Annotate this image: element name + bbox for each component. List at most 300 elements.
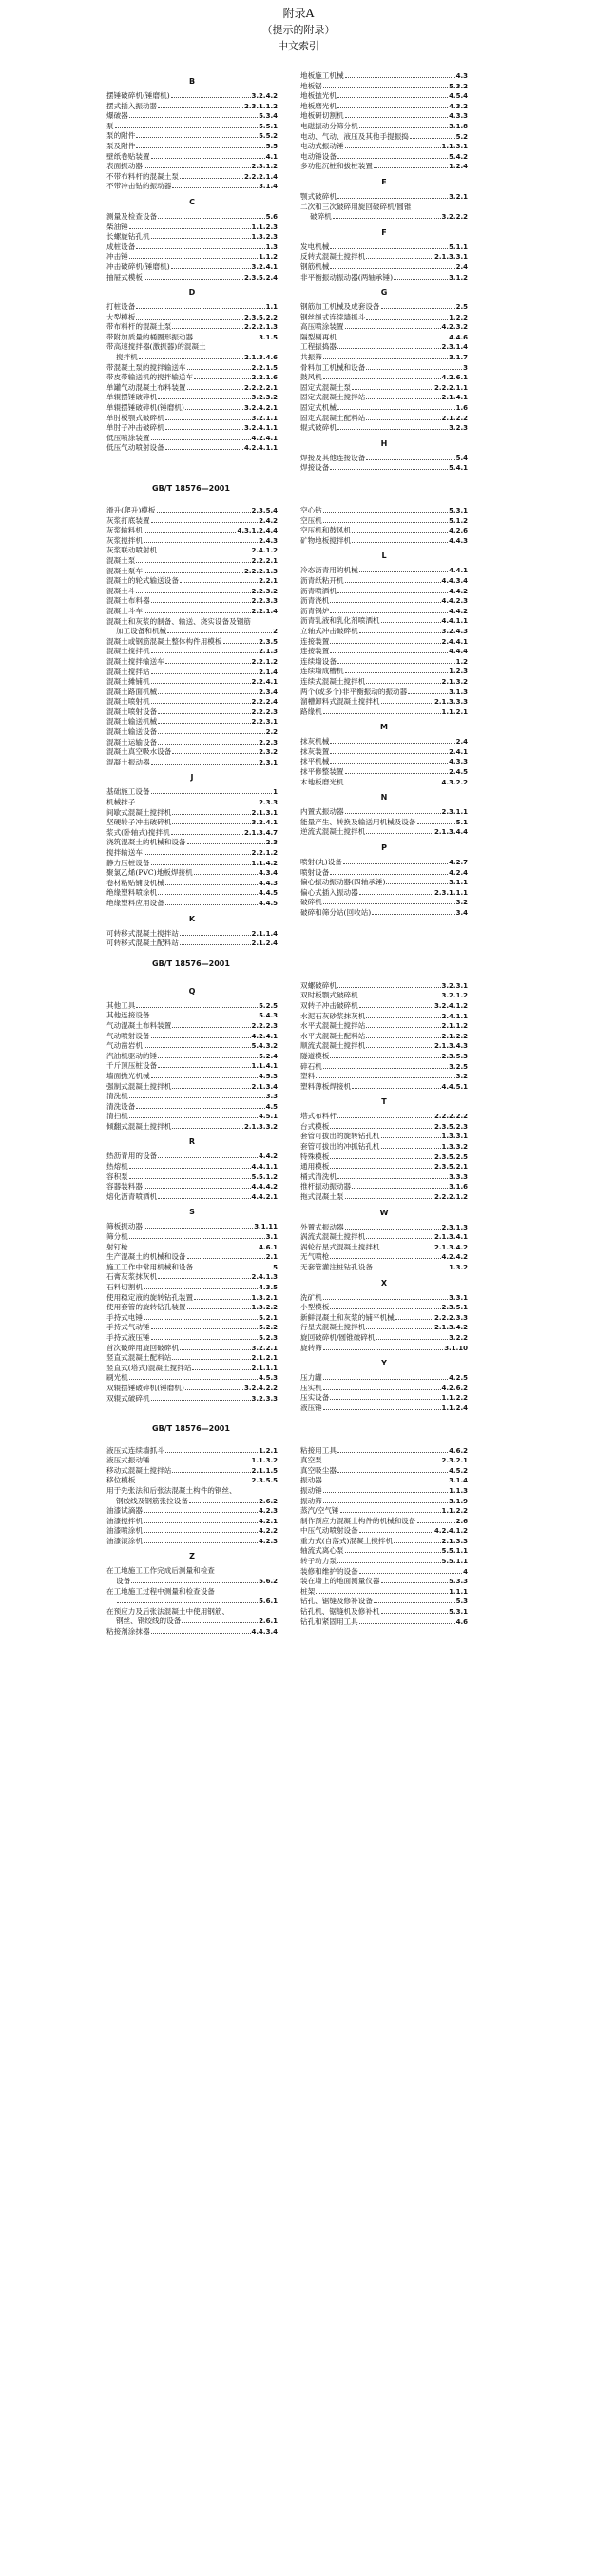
entry-term: 泵的附件 [106,131,136,141]
index-entry [106,607,278,617]
entry-clause-number: 5.4.2 [449,152,468,161]
dot-leader [144,526,237,533]
index-column-right [300,71,468,474]
entry-clause-number: 3.2.4.2.1 [244,404,278,413]
entry-clause-number: 1.3.2.1 [251,1293,278,1302]
entry-term: 辊式破碎机 [300,423,337,433]
index-entry [106,1597,278,1607]
index-entry [300,1082,468,1093]
entry-clause-number: 3.1.2 [449,273,468,281]
entry-clause-number: 4.2.3.2 [441,323,468,332]
index-entry [106,738,278,748]
index-entry [300,1232,468,1243]
dot-leader [187,363,251,370]
dot-leader [129,1112,258,1118]
entry-term: 电磁振动分筛分机 [300,121,358,130]
index-entry [300,262,468,273]
entry-term: 油漆搅拌机 [106,1516,143,1525]
dot-leader [352,383,433,390]
entry-clause-number: 4.2.4.1.1 [244,444,278,453]
entry-term: 非平衡振动振动器(两轴承锤) [300,272,394,281]
index-entry [106,828,278,839]
entry-term: 二次和三次破碎用旋回破碎机/圆锥 [300,202,412,211]
appendix-label: 附录A [282,7,315,20]
index-entry [300,1373,468,1384]
entry-term: 钢绞线及钢筋张拉设备 [116,1496,188,1505]
entry-term: 多功能沉桩和拔桩装置 [300,162,373,171]
dot-leader [144,1041,251,1048]
index-entry [106,747,278,758]
entry-clause-number: 4.5.4 [449,92,468,101]
index-entry [300,1384,468,1394]
entry-term: 连接装置 [300,636,330,646]
entry-term: 使用套管的旋转钻孔装置 [106,1303,186,1312]
entry-term: 其他工具 [106,1000,136,1010]
entry-term: 静力压桩设备 [106,858,150,867]
index-entry [106,1192,278,1203]
index-entry [300,1577,468,1587]
index-entry [106,1041,278,1052]
index-entry [300,1393,468,1404]
entry-term: 气动喷射设备 [106,1031,150,1040]
index-entry [300,192,468,203]
dot-leader [115,122,258,128]
dot-leader [131,1577,258,1583]
dot-leader [417,1517,455,1523]
index-entry [106,1263,278,1273]
entry-term: 双时板颚式破碎机 [300,991,358,1000]
entry-clause-number: 1.3.2 [449,1264,468,1271]
index-letter-heading: J [190,773,194,783]
entry-term: 偏心式插入振动器 [300,887,358,897]
entry-term: 沥青乳液和乳化剂喷洒机 [300,616,380,626]
entry-term: 地板抛光机 [300,91,337,101]
dot-leader [158,546,250,552]
dot-leader [337,423,448,430]
entry-term: 在工地施工过程中测量和检查设备 [106,1586,215,1596]
dot-leader [323,707,441,714]
entry-clause-number: 2.2.2.2.2 [434,1113,468,1121]
dot-leader [345,667,449,673]
index-entry [300,1617,468,1628]
index-column-right [300,981,468,1414]
dot-leader [359,1001,433,1008]
entry-term: 连续墙成槽机 [300,667,344,676]
index-entry [106,1061,278,1072]
entry-clause-number: 5.4.1 [449,464,468,473]
index-letter-heading: W [379,1208,389,1217]
entry-term: 沥青浇机 [300,596,330,606]
dot-leader [171,91,251,98]
entry-term: 灰浆输料机 [106,526,143,535]
entry-clause-number: 2.1.3.4.7 [244,828,278,837]
entry-term: 混凝土泵车 [106,566,143,575]
index-entry [106,1293,278,1304]
index-entry [106,342,278,353]
dot-leader [151,1032,251,1038]
entry-term: 压力罐 [300,1373,322,1383]
entry-clause-number: 3.1.1 [449,879,468,887]
entry-term: 清扫机 [106,1112,128,1121]
dot-leader [182,1617,258,1623]
dot-leader [366,414,440,420]
dot-leader [330,1252,440,1259]
dot-leader [352,536,448,543]
entry-term: 单肘子冲击破碎机 [106,423,164,433]
entry-clause-number: 2.1.2.1 [251,1354,278,1363]
dot-leader [337,152,448,159]
entry-clause-number: 4.5.3 [259,1374,278,1383]
index-entry [300,403,468,414]
entry-term: 表面振动器 [106,162,143,171]
dot-leader [187,838,265,844]
entry-clause-number: 5.4.3 [259,1012,278,1020]
index-entry [106,939,278,949]
index-letter-heading: G [380,288,388,298]
entry-clause-number: 4.3.3 [449,758,468,766]
index-letter-heading: F [381,227,387,237]
entry-term: 双螺破碎机 [300,980,337,990]
index-entry [300,747,468,758]
index-entry [300,353,468,363]
entry-clause-number: 4.2.4.1 [251,1032,278,1040]
entry-term: 可转移式混凝土搅拌站 [106,928,179,938]
index-letter-heading: C [189,197,195,206]
index-entry [300,1243,468,1253]
dot-leader [151,1072,259,1078]
dot-leader [352,1082,440,1089]
dot-leader [323,1404,441,1410]
entry-clause-number: 3.1 [265,1233,278,1242]
entry-term: 油漆试滴器 [106,1506,143,1516]
index-entry [300,1466,468,1477]
dot-leader [366,827,433,834]
dot-leader [171,262,251,269]
index-entry [106,1607,278,1617]
dot-leader [330,868,448,875]
dot-leader [158,1272,250,1279]
dot-leader [151,434,251,440]
index-entry [300,383,468,394]
dot-leader [151,1627,251,1634]
entry-term: 骨料加工机械和设备 [300,362,366,372]
index-entry [300,1607,468,1617]
entry-clause-number: 1.3.3.2 [441,1143,468,1152]
index-entry [106,1344,278,1354]
entry-clause-number: 5.3.3 [449,1578,468,1586]
entry-term: 冲击破碎机(锤磨机) [106,261,170,271]
dot-leader [139,353,243,359]
dot-leader [129,223,251,229]
entry-term: 混凝土喷射设备 [106,707,158,716]
dot-leader [158,1152,258,1158]
dot-leader [323,1486,448,1493]
index-entry [300,807,468,818]
entry-clause-number: 4.3.2 [449,102,468,110]
entry-clause-number: 2.2.3.2 [251,587,278,595]
index-entry [300,212,468,223]
entry-term: 竖直式混凝土配料站 [106,1353,172,1363]
index-entry [106,627,278,637]
entry-clause-number: 3.2.4.3 [441,627,468,635]
entry-clause-number: 5.5.1.2 [251,1172,278,1181]
dot-leader [151,1333,259,1340]
dot-leader [345,1546,441,1553]
dot-leader [323,353,448,359]
dot-leader [412,203,467,209]
index-entry [106,1627,278,1637]
entry-term: 混凝土的轮式输送设备 [106,576,179,586]
entry-clause-number: 2.3.2.1 [441,1457,468,1465]
index-entry [300,1223,468,1233]
entry-clause-number: 2.4.5 [449,768,468,777]
index-entry [106,363,278,374]
index-entry [106,1566,278,1577]
index-entry [106,838,278,848]
index-entry [106,383,278,394]
entry-term: 灰浆打底装置 [106,515,150,525]
index-entry [300,242,468,253]
index-entry [300,1344,468,1354]
entry-term: 偏心振动振动器(四轴承锤) [300,878,386,887]
entry-term: 可转移式混凝土配料站 [106,939,179,948]
entry-term: 小型模板 [300,1303,330,1312]
entry-clause-number: 3.1.11 [254,1223,278,1231]
dot-leader [180,939,251,945]
dot-leader [345,767,449,774]
entry-clause-number: 4.3.3 [449,112,468,121]
entry-term: 生产混凝土的机械和设备 [106,1252,186,1262]
entry-term: 无套管灌注桩钻孔设备 [300,1263,373,1271]
index-entry [106,414,278,424]
index-entry [106,1364,278,1374]
dot-leader [323,1062,448,1069]
dot-leader [330,1303,440,1309]
index-entry [106,929,278,939]
entry-term: 粘接剂涂抹器 [106,1627,150,1637]
entry-clause-number: 4.2.3 [259,1537,278,1545]
entry-clause-number: 1.1.2.4 [441,1404,468,1412]
entry-clause-number: 4.3.4 [259,869,278,878]
entry-clause-number: 5.2 [455,132,468,141]
entry-clause-number: 5.6 [265,212,278,221]
index-entry [106,182,278,192]
dot-leader [180,1344,251,1350]
index-letter-heading: Q [188,986,196,996]
entry-term: 带附加质量的桶圈形振动器 [106,332,194,341]
index-entry [300,414,468,424]
entry-term: 连接装置 [300,647,330,656]
dot-leader [359,991,441,997]
index-entry [300,576,468,587]
entry-clause-number: 4.2.6.2 [441,1384,468,1392]
dot-leader [366,1232,433,1239]
entry-term: 制作预应力混凝土构件的机械和设备 [300,1516,416,1525]
index-entry [106,1072,278,1082]
index-entry [106,697,278,707]
entry-clause-number: 5.5.2 [259,132,278,141]
index-entry [106,657,278,668]
index-entry [106,899,278,909]
entry-clause-number: 4.6.1 [259,1243,278,1251]
entry-clause-number: 3.1.6 [449,1183,468,1191]
dot-leader [165,879,258,885]
index-letter-heading: X [380,1278,388,1288]
dot-leader [345,1223,441,1230]
index-entry [300,1497,468,1507]
dot-leader [165,423,243,430]
dot-leader [187,1303,251,1309]
entry-clause-number: 1 [273,788,278,797]
dot-leader [345,111,449,118]
entry-clause-number: 3.1.8 [449,122,468,130]
entry-clause-number: 4.4.3 [259,879,278,887]
index-entry [106,707,278,718]
dot-leader [381,697,433,704]
index-entry [300,566,468,576]
index-entry [300,373,468,383]
entry-clause-number: 2.2 [265,728,278,737]
dot-leader [194,373,250,379]
index-entry [300,1506,468,1517]
index-entry [106,443,278,454]
entry-clause-number: 4.4.1.1 [251,1163,278,1172]
entry-clause-number: 1.1.3.2 [251,1457,278,1465]
index-entry [106,1052,278,1062]
entry-clause-number: 1.1 [265,303,278,312]
index-entry [300,1182,468,1192]
entry-term: 压实机 [300,1383,322,1392]
entry-term: 筛板振动器 [106,1222,143,1231]
entry-term: 粘接用工具 [300,1445,337,1455]
dot-leader [316,1072,454,1078]
entry-clause-number: 2.1.4 [259,668,278,676]
index-entry [106,1333,278,1344]
dot-leader [381,1607,449,1614]
index-entry [300,162,468,172]
index-entry [106,727,278,738]
entry-term: 路缘机 [300,707,322,716]
entry-clause-number: 4.2.6.1 [441,374,468,382]
dot-leader [172,1082,250,1089]
entry-clause-number: 4.3.5 [259,1284,278,1291]
dot-leader [192,1364,250,1370]
index-entry [300,1152,468,1163]
index-entry [300,688,468,698]
entry-clause-number: 2.2.2.1.3 [244,567,278,575]
index-letter-heading: N [380,793,388,803]
entry-clause-number: 4.4.4 [449,648,468,656]
index-entry [106,1102,278,1113]
dot-leader [129,252,258,259]
entry-term: 鼓风机 [300,373,322,382]
entry-term: 爆破器 [106,111,128,121]
entry-term: 轴流式离心泵 [300,1546,344,1556]
index-entry [300,1172,468,1183]
index-entry [106,1517,278,1527]
entry-term: 卷材粘贴铺设机械 [106,878,164,887]
entry-term: 混凝土搅拌站 [106,667,150,676]
entry-term: 热沥青用的设备 [106,1152,158,1161]
index-entry [300,858,468,868]
entry-term: 隧道模板 [300,1051,330,1060]
entry-clause-number: 2.2.2.1.2 [434,1193,468,1202]
dot-leader [117,1597,258,1603]
index-letter-heading: T [381,1097,387,1107]
entry-clause-number: 2.1.3.4 [251,1082,278,1091]
entry-term: 移位模板 [106,1476,136,1485]
entry-term: 单肘板颚式破碎机 [106,413,164,422]
entry-term: 双辊摆锤破碎机(锤磨机) [106,1383,184,1392]
entry-clause-number: 4.6 [455,1617,468,1626]
entry-clause-number: 2.3 [265,839,278,847]
dot-leader [151,677,251,684]
index-entry [300,91,468,102]
entry-clause-number: 4.5.1 [259,1113,278,1121]
entry-term: 焊接及其他连接设备 [300,453,366,462]
entry-term: 在预应力及后张法混凝土中使用钢筋、 [106,1606,230,1616]
dot-leader [337,657,455,664]
entry-clause-number: 3.2 [455,1073,468,1081]
index-entry [300,71,468,82]
entry-clause-number: 2 [273,628,278,636]
index-entry [300,818,468,828]
entry-clause-number: 3.2.5 [449,1062,468,1071]
entry-clause-number: 2.3.5.2.2 [244,313,278,321]
entry-clause-number: 5.5.1.1 [441,1547,468,1556]
entry-term: 特殊模板 [300,1152,330,1161]
index-entry [106,122,278,132]
index-entry [106,1032,278,1042]
index-letter-heading: M [380,723,388,732]
dot-leader [366,313,448,320]
entry-clause-number: 2.2.2.2.1 [244,383,278,392]
entry-clause-number: 3.3.1 [449,1293,468,1302]
entry-clause-number: 3.3 [265,1093,278,1101]
index-entry [106,1112,278,1122]
entry-clause-number: 4.4.2 [449,587,468,595]
dot-leader [144,1537,258,1543]
entry-term: 首次破碎用旋回破碎机 [106,1343,179,1352]
dot-leader [352,526,448,533]
dot-leader [376,1333,449,1340]
index-entry [106,526,278,536]
entry-clause-number: 2.1.3.3.2 [244,1122,278,1131]
entry-clause-number: 4.2.4.1.2 [434,1527,468,1536]
index-entry [106,787,278,798]
entry-clause-number: 4.4.2 [259,1152,278,1161]
index-entry [106,1162,278,1172]
index-entry [106,1456,278,1466]
entry-clause-number: 5.5.1 [259,122,278,130]
index-entry [300,1132,468,1142]
index-entry [106,172,278,183]
index-entry [106,888,278,899]
appendix-note: （提示的附录） [261,24,336,36]
index-entry [300,82,468,92]
dot-leader [408,688,448,694]
index-entry [300,526,468,536]
standard-number-footer: GB/T 18576—2001 [152,959,230,968]
entry-term: 绝缘塑料应用设备 [106,898,164,907]
entry-clause-number: 5.1 [455,818,468,826]
dot-leader [194,333,258,339]
entry-clause-number: 2.3.1.2 [251,163,278,171]
dot-leader [330,737,454,744]
entry-term: 墙面抛光机械 [106,1071,150,1080]
dot-leader [330,607,448,613]
entry-term: 施工工作中常用机械和设备 [106,1262,194,1271]
